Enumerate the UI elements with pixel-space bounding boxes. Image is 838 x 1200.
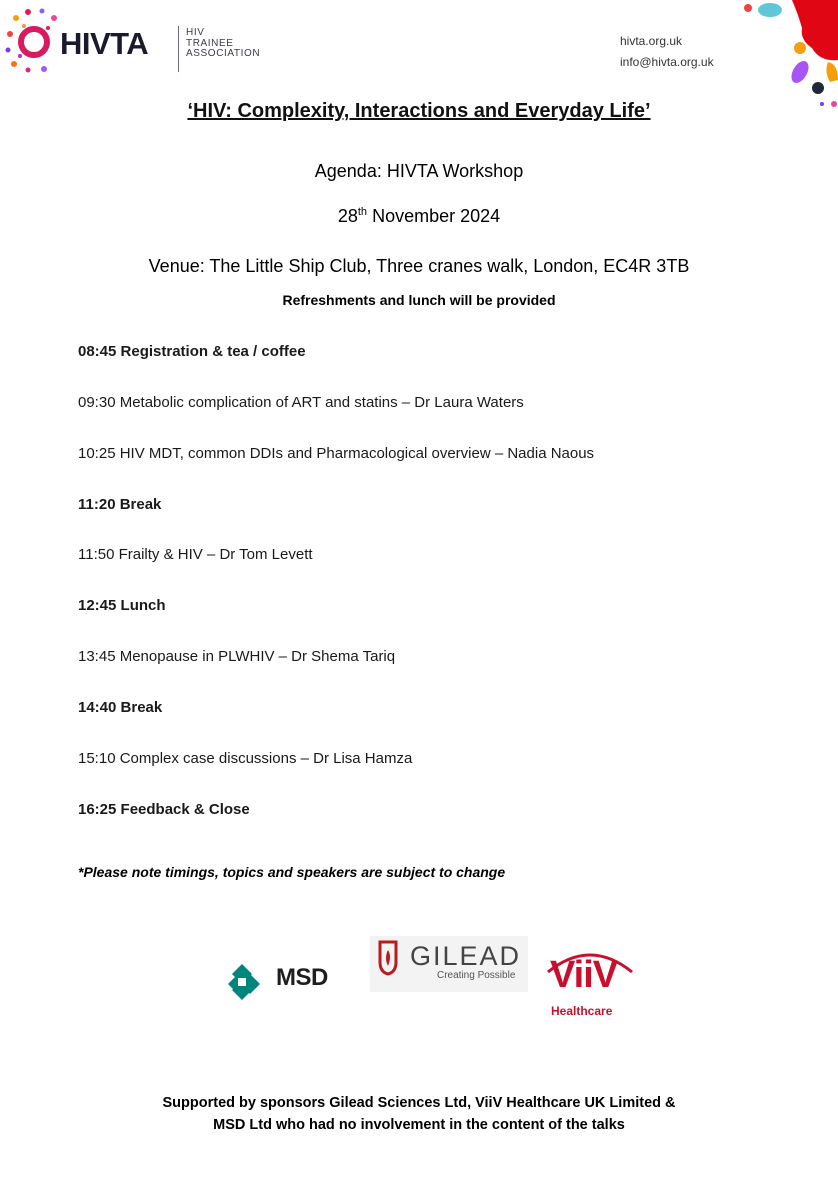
msd-logo-text: MSD (276, 964, 328, 991)
venue-line: Venue: The Little Ship Club, Three cranes walk, London, EC4R 3TB (148, 256, 690, 276)
sponsor-disclaimer: Supported by sponsors Gilead Sciences Ltd, ViiV Healthcare UK Limited & MSD Ltd who had no involvement in the content of the talks (162, 1095, 676, 1133)
schedule-item: 12:45 Lunch (78, 597, 166, 614)
schedule-item: 11:20 Break (78, 496, 162, 513)
schedule-item: 15:10 Complex case discussions – Dr Lisa Hamza (78, 750, 413, 767)
workshop-title: ‘HIV: Complexity, Interactions and Everyday Life’ (187, 100, 651, 122)
gilead-logo-text: GILEAD (410, 941, 522, 971)
refreshments-note: Refreshments and lunch will be provided (282, 292, 556, 308)
schedule-item: 09:30 Metabolic complication of ART and statins – Dr Laura Waters (78, 394, 524, 411)
contact-block (620, 31, 714, 73)
viiv-logo-text: ViiV (550, 954, 618, 996)
logo-divider (178, 26, 179, 72)
gilead-flame-icon (374, 940, 402, 976)
paint-splash-decoration (740, 0, 838, 110)
schedule-item: 11:50 Frailty & HIV – Dr Tom Levett (78, 546, 313, 563)
subject-to-change-note: *Please note timings, topics and speakers are subject to change (78, 864, 506, 880)
schedule-item: 14:40 Break (78, 699, 163, 716)
logo-subtitle: HIV TRAINEE ASSOCIATION (186, 27, 261, 59)
website-link[interactable]: hivta.org.uk (620, 34, 683, 48)
schedule-item: 08:45 Registration & tea / coffee (78, 343, 306, 360)
email-link[interactable]: info@hivta.org.uk (620, 55, 714, 69)
agenda-heading: Agenda: HIVTA Workshop (314, 161, 524, 181)
schedule-item: 13:45 Menopause in PLWHIV – Dr Shema Tariq (78, 648, 396, 665)
logo-wordmark: HIVTA (60, 26, 149, 61)
schedule-item: 10:25 HIV MDT, common DDIs and Pharmacological overview – Nadia Naous (78, 445, 595, 462)
viiv-healthcare-text: Healthcare (551, 1004, 613, 1018)
event-date: 28th November 2024 (337, 206, 501, 226)
schedule-item: 16:25 Feedback & Close (78, 801, 250, 818)
hivta-logo-icon (4, 4, 66, 76)
gilead-tagline: Creating Possible (437, 970, 516, 981)
